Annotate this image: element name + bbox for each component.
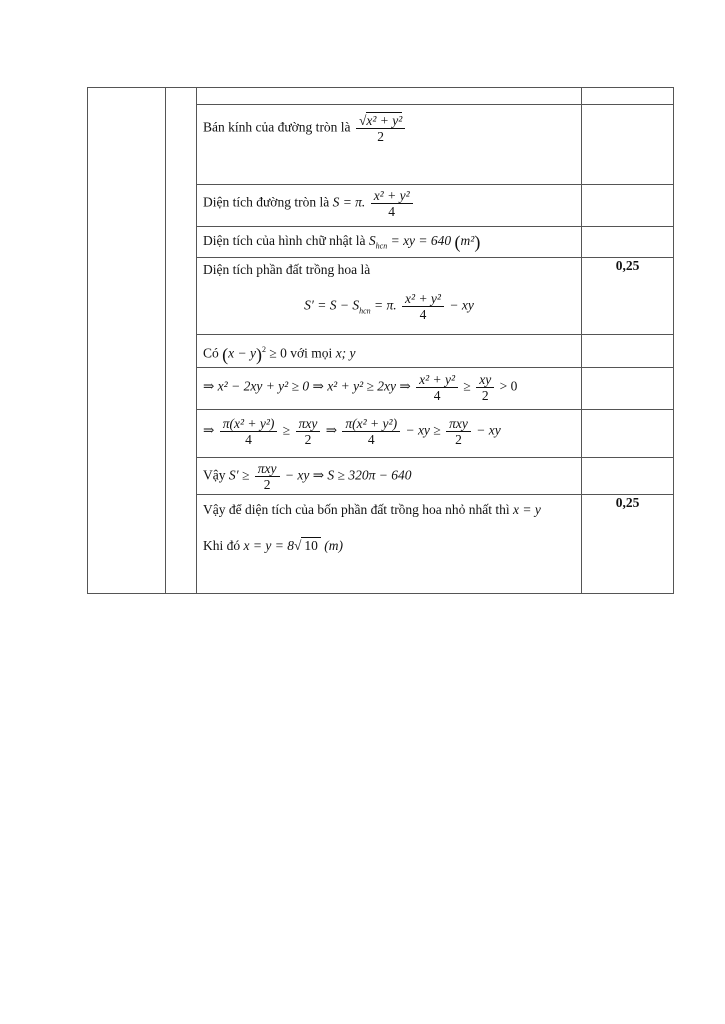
- step2-fraction-b: [296, 416, 321, 447]
- rect-area-sub: hcn: [375, 241, 388, 251]
- table-row: [88, 88, 674, 105]
- step1-num-b: xy: [476, 372, 494, 388]
- step2-fraction-a: [220, 416, 278, 447]
- step2-fraction-c: [342, 416, 400, 447]
- rect-area-unit: m²: [460, 233, 475, 248]
- circle-area-lhs: S = π.: [332, 194, 366, 210]
- content-cell: [197, 258, 582, 335]
- content-cell: Có $(x - y)^2 \ge 0$ với mọi x; y: [197, 335, 582, 368]
- step2-mid: − xy ≥: [405, 422, 441, 438]
- content-cell: [197, 105, 582, 185]
- score-cell: [582, 368, 674, 410]
- score-cell: 0,25: [582, 258, 674, 335]
- inequality-condition: ≥ 0: [269, 345, 287, 361]
- final-unit: (m): [324, 538, 344, 553]
- content-cell: [197, 410, 582, 458]
- step2-arrow: ⇒: [203, 422, 215, 438]
- content-cell: Diện tích của hình chữ nhật là $S_{hcn}$ = xy = 640 (m²): [197, 227, 582, 258]
- score-cell: [582, 185, 674, 227]
- inequality-power: 2: [261, 345, 266, 354]
- step2-num-d: πxy: [446, 416, 471, 432]
- part-cell: [166, 88, 197, 594]
- step1-fraction-b: [476, 372, 494, 403]
- step1-fraction-a: [416, 372, 458, 403]
- rect-area-value: = xy = 640: [387, 233, 452, 248]
- radius-label: Bán kính của đường tròn là: [203, 119, 351, 135]
- content-cell: [197, 495, 582, 594]
- score-cell: [582, 335, 674, 368]
- step2-tail: − xy: [476, 422, 501, 438]
- step2-den-b: 2: [304, 432, 312, 447]
- step1-den-a: 4: [433, 388, 441, 403]
- conclusion-num: πxy: [255, 461, 280, 477]
- rect-area-symbol: S: [368, 233, 376, 248]
- flower-area-label: Diện tích phần đất trồng hoa là: [203, 262, 371, 277]
- circle-area-denominator: 4: [388, 204, 396, 219]
- score-cell: [582, 105, 674, 185]
- radius-fraction: [356, 113, 405, 144]
- flower-area-fraction: [402, 291, 444, 322]
- flower-area-lhs: S′ = S − S: [304, 297, 360, 313]
- content-cell: [197, 185, 582, 227]
- step1-ge: ≥: [463, 378, 471, 394]
- step1-tail: > 0: [499, 378, 518, 394]
- sqrt-sign: √: [358, 113, 367, 128]
- step2-den-c: 4: [367, 432, 375, 447]
- score-cell: [582, 458, 674, 495]
- step2-den-a: 4: [245, 432, 252, 447]
- step2-ge: ≥: [282, 422, 291, 438]
- content-cell: [197, 368, 582, 410]
- conclusion-tail: − xy ⇒ S ≥ 320π − 640: [284, 467, 412, 483]
- step1-num-a: x² + y²: [416, 372, 458, 388]
- flower-area-mid: = π.: [370, 297, 397, 313]
- final-root: √ 10: [294, 537, 321, 555]
- step2-num-b: πxy: [296, 416, 321, 432]
- circle-area-fraction: [371, 188, 413, 219]
- circle-area-numerator: x² + y²: [371, 188, 413, 204]
- score-cell: [582, 88, 674, 105]
- step2-den-d: 2: [455, 432, 462, 447]
- inequality-expr: x − y: [228, 345, 256, 361]
- solution-table: [87, 87, 674, 594]
- conclusion-prefix: Vậy: [203, 467, 226, 483]
- step2-arrow-2: ⇒: [325, 422, 337, 438]
- final-root-value: 10: [301, 537, 321, 553]
- flower-area-numerator: x² + y²: [402, 291, 444, 307]
- final-then: Khi đó: [203, 538, 241, 553]
- flower-area-tail: − xy: [449, 297, 474, 313]
- inequality-vars: x; y: [335, 345, 356, 361]
- score-cell: [582, 227, 674, 258]
- content-cell: [197, 88, 582, 105]
- radius-numerator: x² + y²: [366, 113, 403, 128]
- conclusion-lhs: S′ ≥: [228, 467, 250, 483]
- question-cell: [88, 88, 166, 594]
- conclusion-fraction: [255, 461, 280, 492]
- final-statement: Vậy để diện tích của bốn phần đất trồng hoa nhỏ nhất thì: [203, 502, 510, 517]
- inequality-word: với mọi: [290, 345, 333, 361]
- circle-area-label: Diện tích đường tròn là: [203, 194, 330, 210]
- step2-fraction-d: [446, 416, 471, 447]
- flower-area-sub: hcn: [359, 306, 371, 316]
- conclusion-den: 2: [263, 477, 271, 492]
- step1-expr: ⇒ x² − 2xy + y² ≥ 0 ⇒ x² + y² ≥ 2xy ⇒: [203, 378, 411, 394]
- inequality-prefix: Có: [203, 345, 219, 361]
- step2-num-c: π(x² + y²): [342, 416, 400, 432]
- score-cell: 0,25: [582, 495, 674, 594]
- score-cell: [582, 410, 674, 458]
- step2-num-a: π(x² + y²): [220, 416, 278, 432]
- step1-den-b: 2: [481, 388, 489, 403]
- flower-area-denominator: 4: [419, 307, 427, 322]
- final-equation: x = y = 8: [243, 538, 294, 553]
- final-condition: x = y: [513, 502, 541, 517]
- radius-denominator: 2: [377, 129, 384, 144]
- content-cell: [197, 458, 582, 495]
- rect-area-label: Diện tích của hình chữ nhật là: [203, 233, 366, 248]
